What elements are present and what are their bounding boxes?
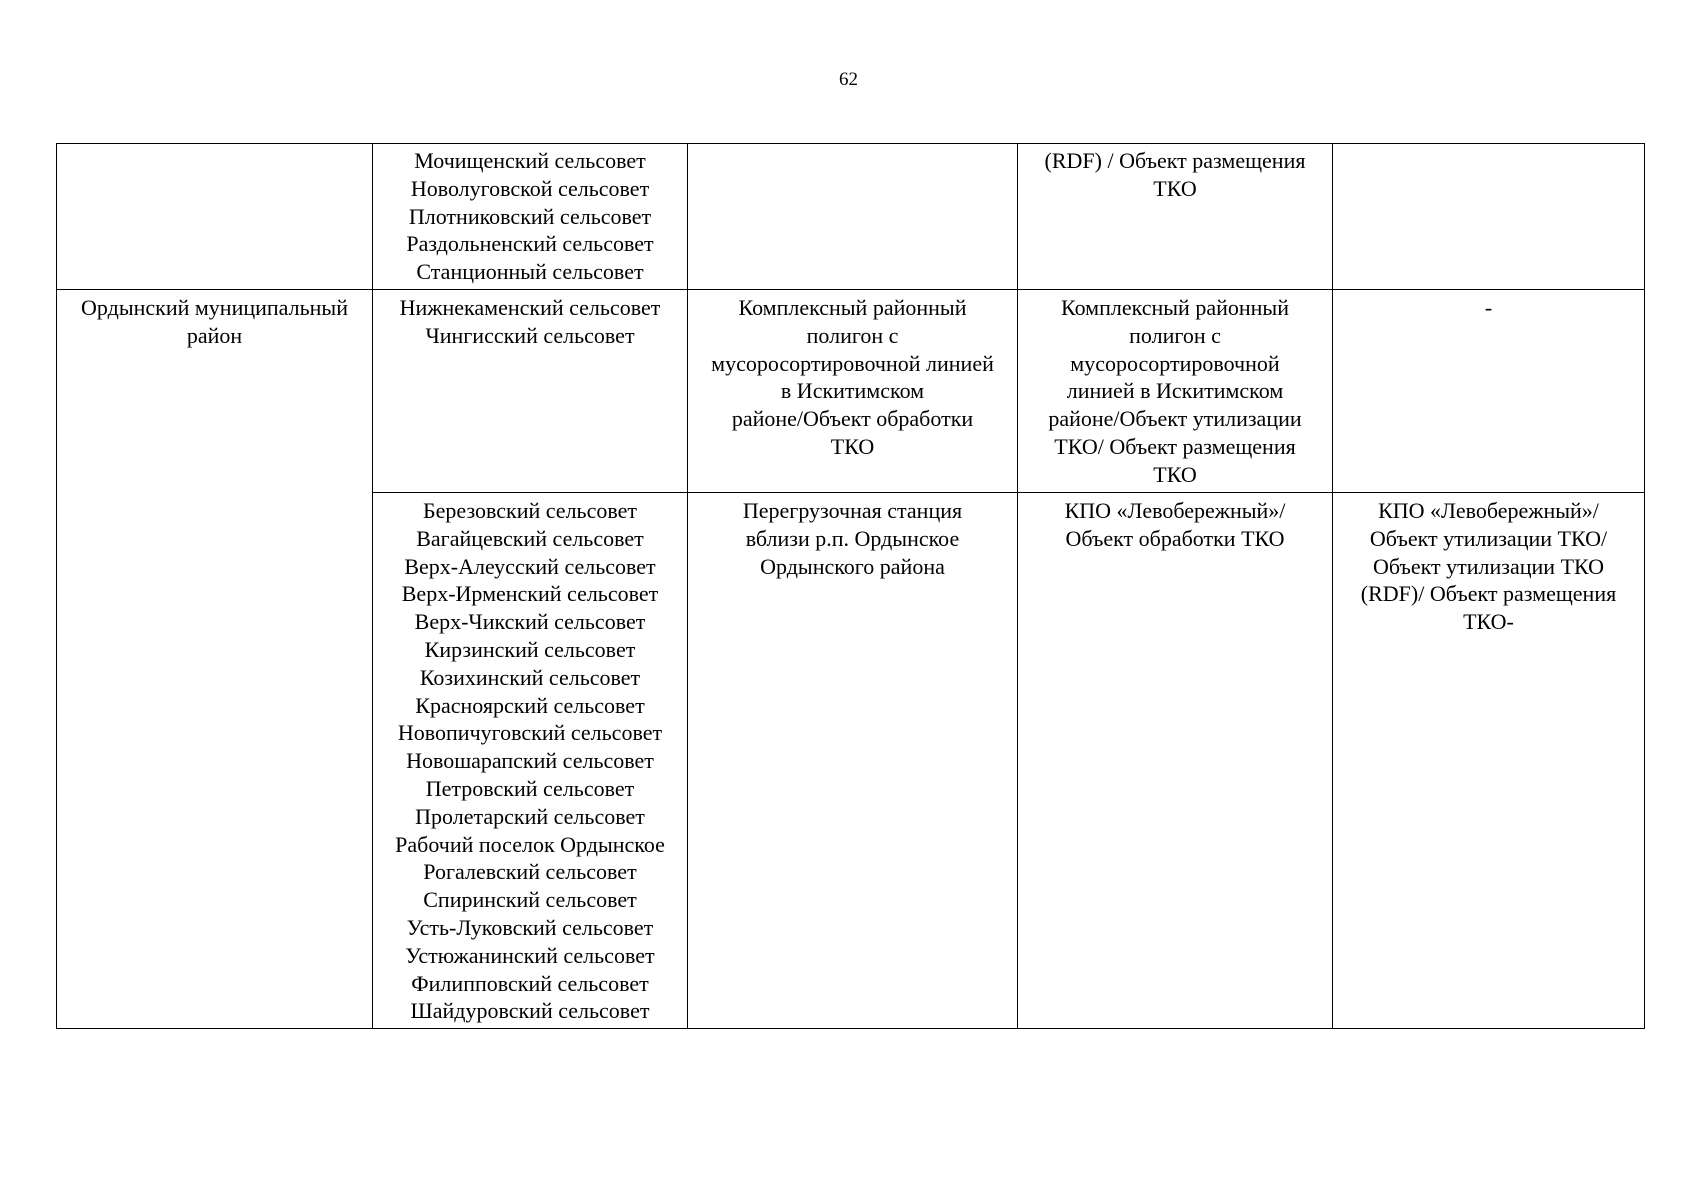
settlement-name: Спиринский сельсовет [423, 887, 637, 913]
table-row [57, 290, 1645, 493]
settlement-name: Усть-Луковский сельсовет [406, 914, 654, 940]
settlement-name: Красноярский сельсовет [415, 692, 645, 718]
facility-text-line: линией в Искитимском [1066, 378, 1284, 404]
district-cell [57, 144, 373, 290]
facility-cell-2 [1018, 493, 1333, 1029]
settlement-name: Березовский сельсовет [423, 498, 637, 523]
facility-cell-1 [688, 493, 1018, 1029]
facility-text-line: Объект утилизации ТКО [1372, 553, 1605, 579]
facility-text-line: мусоросортировочной [1070, 350, 1280, 376]
settlement-name: Верх-Чикский сельсовет [414, 609, 646, 635]
settlement-name: Новошарапский сельсовет [406, 748, 654, 774]
settlements-cell [373, 493, 688, 1029]
settlement-name: Филипповский сельсовет [411, 970, 649, 996]
settlement-name: Шайдуровский сельсовет [410, 998, 650, 1024]
facility-cell-2 [1018, 290, 1333, 493]
settlement-name: Мочищенский сельсовет [414, 148, 646, 173]
settlements-cell [373, 144, 688, 290]
settlement-name: Устюжанинский сельсовет [405, 942, 655, 968]
page-number: 62 [839, 69, 858, 90]
facility-text-line: Объект утилизации ТКО/ [1369, 525, 1608, 551]
facility-text-line: ТКО- [1463, 609, 1514, 635]
waste-facilities-table [56, 143, 1645, 1029]
facility-text-line: Ордынского района [760, 553, 945, 579]
district-cell [57, 290, 373, 1029]
settlement-name: Козихинский сельсовет [419, 664, 641, 690]
settlement-name: Вагайцевский сельсовет [416, 525, 644, 551]
settlement-name: Новолуговской сельсовет [410, 175, 650, 201]
district-name: район [186, 322, 243, 348]
facility-text-line: Комплексный районный [738, 295, 967, 320]
facility-text-line: КПО «Левобережный»/ [1378, 498, 1599, 523]
facility-cell-3 [1333, 144, 1645, 290]
facility-text-line: ТКО [830, 433, 875, 459]
facility-text-line: (RDF) / Объект размещения [1044, 148, 1306, 173]
facility-text-line: в Искитимском [780, 378, 925, 404]
facility-text-line: мусоросортировочной линией [711, 350, 994, 376]
facility-text-line: Объект обработки ТКО [1065, 525, 1285, 551]
facility-text-line: полигон с [1129, 322, 1221, 348]
facility-text-line: районе/Объект обработки [731, 406, 974, 432]
settlement-name: Нижнекаменский сельсовет [399, 295, 661, 320]
settlement-name: Новопичуговский сельсовет [397, 720, 663, 746]
settlement-name: Пролетарский сельсовет [415, 803, 645, 829]
facility-text-line: ТКО [1153, 461, 1197, 487]
settlement-name: Верх-Ирменский сельсовет [401, 581, 659, 607]
facility-text-line: полигон с [806, 322, 899, 348]
facility-cell-3 [1333, 290, 1645, 493]
facility-text-line: Перегрузочная станция [742, 498, 963, 523]
facility-text-line: районе/Объект утилизации [1048, 406, 1302, 432]
settlements-cell [373, 290, 688, 493]
facility-cell-1 [688, 290, 1018, 493]
facility-text-line: вблизи р.п. Ордынское [745, 525, 960, 551]
settlement-name: Чингисский сельсовет [425, 322, 635, 348]
settlement-name: Верх-Алеусский сельсовет [404, 553, 656, 579]
settlement-name: Раздольненский сельсовет [406, 231, 654, 257]
facility-cell-3 [1333, 493, 1645, 1029]
facility-text-line: ТКО [1153, 175, 1197, 201]
settlement-name: Станционный сельсовет [416, 259, 644, 285]
facility-text-line: (RDF)/ Объект размещения [1360, 581, 1617, 607]
facility-text-line: ТКО/ Объект размещения [1054, 433, 1296, 459]
facility-text-line: КПО «Левобережный»/ [1064, 498, 1286, 523]
facility-text-line: Комплексный районный [1061, 295, 1289, 320]
facility-text-line: - [1484, 295, 1493, 320]
district-name: Ордынский муниципальный [81, 295, 348, 320]
settlement-name: Кирзинский сельсовет [424, 636, 636, 662]
facility-cell-1 [688, 144, 1018, 290]
settlement-name: Петровский сельсовет [425, 775, 635, 801]
facility-cell-2 [1018, 144, 1333, 290]
settlement-name: Рогалевский сельсовет [423, 859, 637, 885]
settlement-name: Плотниковский сельсовет [408, 203, 652, 229]
table-row [57, 144, 1645, 290]
settlement-name: Рабочий поселок Ордынское [395, 831, 665, 857]
